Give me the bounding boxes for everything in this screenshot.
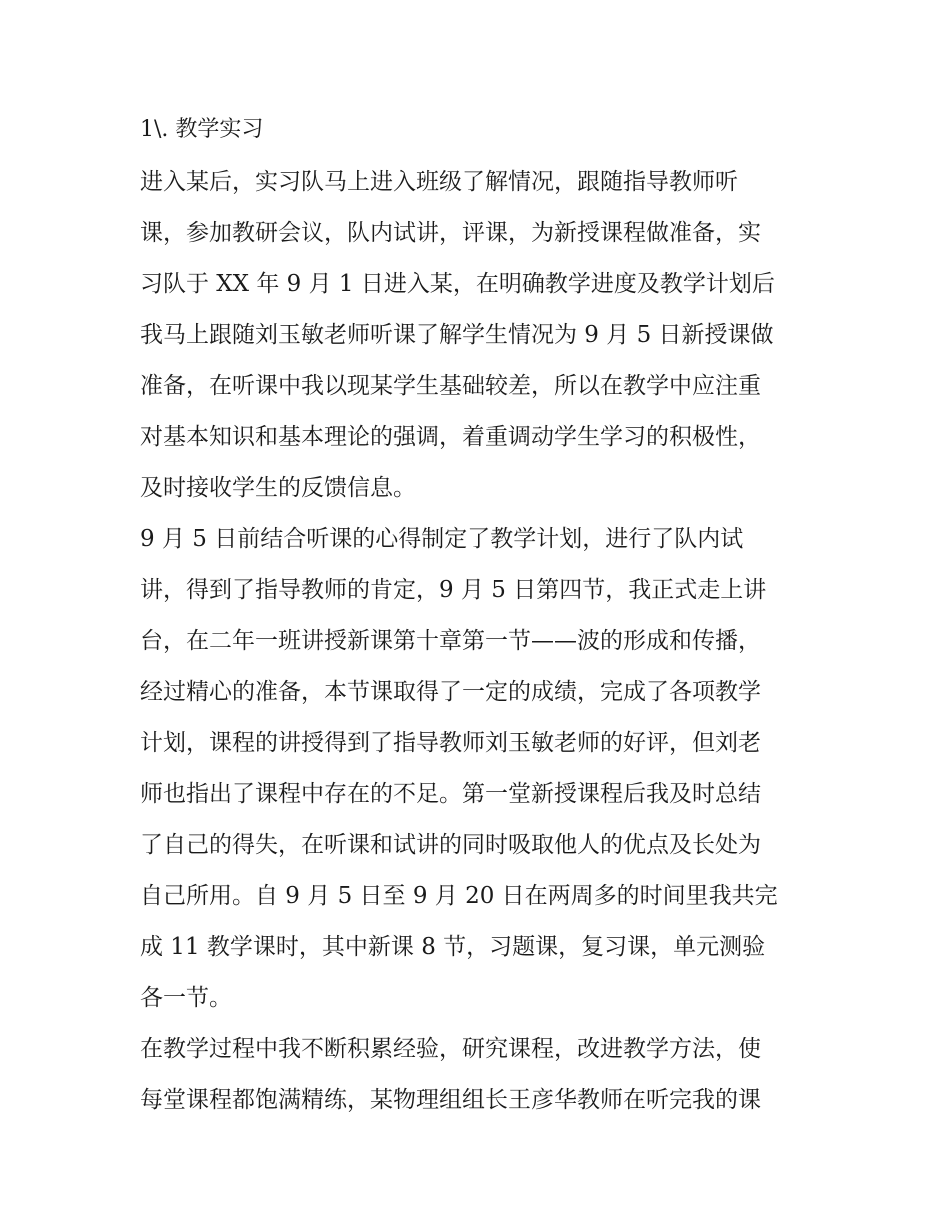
text-line: 自己所用。自 9 月 5 日至 9 月 20 日在两周多的时间里我共完	[140, 883, 778, 909]
text-line: 对基本知识和基本理论的强调，着重调动学生学习的积极性，	[140, 424, 761, 450]
text-line: 9 月 5 日前结合听课的心得制定了教学计划，进行了队内试	[140, 526, 744, 552]
text-line: 我马上跟随刘玉敏老师听课了解学生情况为 9 月 5 日新授课做	[140, 322, 774, 348]
text-line: 台，在二年一班讲授新课第十章第一节——波的形成和传播，	[140, 628, 761, 654]
text-line: 课，参加教研会议，队内试讲，评课，为新授课程做准备，实	[140, 220, 761, 246]
text-line: 进入某后，实习队马上进入班级了解情况，跟随指导教师听	[140, 169, 738, 195]
text-line: 经过精心的准备，本节课取得了一定的成绩，完成了各项教学	[140, 679, 761, 705]
text-line: 习队于 XX 年 9 月 1 日进入某，在明确教学进度及教学计划后	[140, 271, 775, 297]
text-line: 成 11 教学课时，其中新课 8 节，习题课，复习课，单元测验	[140, 934, 766, 960]
text-line: 计划，课程的讲授得到了指导教师刘玉敏老师的好评，但刘老	[140, 730, 761, 756]
text-line: 了自己的得失，在听课和试讲的同时吸取他人的优点及长处为	[140, 832, 761, 858]
document-body	[140, 103, 816, 1126]
text-line: 准备，在听课中我以现某学生基础较差，所以在教学中应注重	[140, 373, 761, 399]
paragraph-3	[140, 1024, 816, 1126]
paragraph-1	[140, 157, 816, 514]
text-line: 师也指出了课程中存在的不足。第一堂新授课程后我及时总结	[140, 781, 761, 807]
text-line: 每堂课程都饱满精练，某物理组组长王彦华教师在听完我的课	[140, 1087, 761, 1113]
text-line: 在教学过程中我不断积累经验，研究课程，改进教学方法，使	[140, 1036, 761, 1062]
text-line: 及时接收学生的反馈信息。	[140, 475, 416, 501]
paragraph-2	[140, 514, 816, 1024]
text-line: 讲，得到了指导教师的肯定，9 月 5 日第四节，我正式走上讲	[140, 577, 767, 603]
section-heading: 1\. 教学实习	[140, 117, 264, 142]
text-line: 各一节。	[140, 985, 232, 1011]
